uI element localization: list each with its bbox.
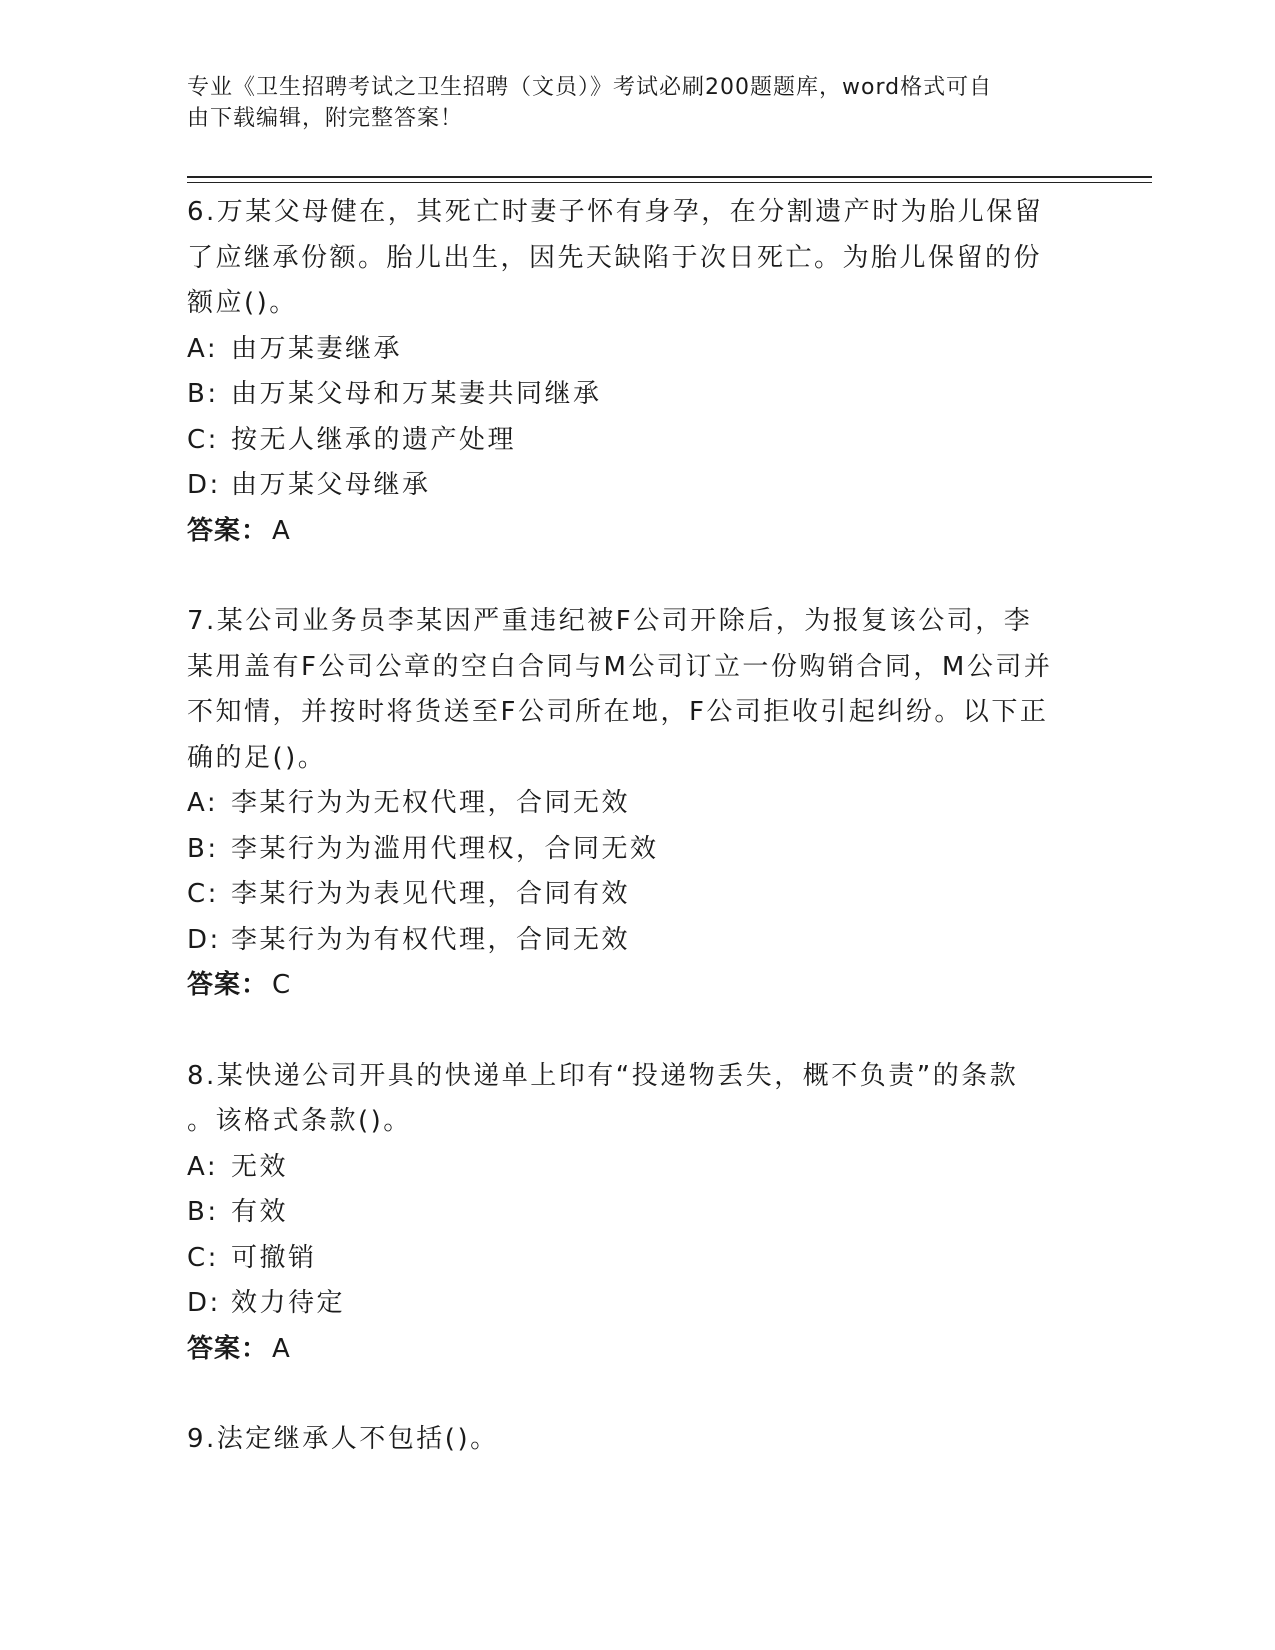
header-line-1: 专业《卫生招聘考试之卫生招聘（文员）》考试必刷200题题库，word格式可自 <box>187 75 993 100</box>
question-stem <box>187 1054 1087 1145</box>
option-text: 李某行为为有权代理，合同无效 <box>231 924 631 955</box>
option-key: D: <box>187 470 221 500</box>
question-stem <box>187 190 1087 327</box>
option-a <box>187 1145 1087 1191</box>
question-stem <box>187 599 1087 781</box>
option-list <box>187 1145 1087 1327</box>
question-block-9 <box>187 1417 1087 1463</box>
option-key: A: <box>187 788 219 818</box>
option-text: 有效 <box>231 1197 289 1227</box>
question-block-7 <box>187 599 1087 1009</box>
answer-label: 答案： <box>187 1333 269 1364</box>
option-key: D: <box>187 1288 221 1318</box>
question-line: 额应()。 <box>187 288 298 318</box>
question-line: 6.万某父母健在，其死亡时妻子怀有身孕，在分割遗产时为胎儿保留 <box>187 197 1044 227</box>
header-line-2: 由下载编辑，附完整答案！ <box>187 106 464 131</box>
question-line: 。该格式条款()。 <box>187 1106 412 1136</box>
question-block-6 <box>187 190 1087 554</box>
option-key: C: <box>187 1242 219 1273</box>
answer-value: A <box>272 1333 291 1364</box>
question-line: 7.某公司业务员李某因严重违纪被F公司开除后，为报复该公司，李 <box>187 606 1033 636</box>
question-line: 了应继承份额。胎儿出生，因先天缺陷于次日死亡。为胎儿保留的份 <box>187 242 1043 273</box>
document-header <box>187 72 1067 134</box>
option-key: C: <box>187 424 219 455</box>
option-text: 效力待定 <box>231 1288 346 1318</box>
option-d <box>187 918 1087 964</box>
option-key: A: <box>187 333 219 364</box>
option-text: 李某行为为滥用代理权，合同无效 <box>231 833 659 864</box>
option-text: 无效 <box>231 1151 289 1182</box>
question-block-8 <box>187 1054 1087 1373</box>
option-text: 李某行为为无权代理，合同无效 <box>231 788 631 818</box>
option-key: A: <box>187 1151 219 1182</box>
option-key: B: <box>187 1197 219 1227</box>
question-list <box>187 190 1087 1508</box>
option-b <box>187 372 1087 418</box>
option-b <box>187 827 1087 873</box>
answer-label: 答案： <box>187 970 269 1000</box>
option-d <box>187 1281 1087 1327</box>
option-key: B: <box>187 833 219 864</box>
answer-line <box>187 509 1087 555</box>
option-key: B: <box>187 379 219 409</box>
answer-line <box>187 1327 1087 1373</box>
option-c <box>187 872 1087 918</box>
option-key: D: <box>187 924 221 955</box>
option-text: 由万某父母继承 <box>231 470 431 500</box>
answer-value: A <box>272 515 291 546</box>
option-c <box>187 418 1087 464</box>
option-text: 李某行为为表见代理，合同有效 <box>231 879 631 909</box>
header-divider-thick <box>187 176 1152 178</box>
header-divider-thin <box>187 182 1152 183</box>
option-b <box>187 1190 1087 1236</box>
answer-value: C <box>272 970 292 1000</box>
answer-line <box>187 963 1087 1009</box>
question-line: 不知情，并按时将货送至F公司所在地，F公司拒收引起纠纷。以下正 <box>187 697 1049 727</box>
question-line: 8.某快递公司开具的快递单上印有“投递物丢失，概不负责”的条款 <box>187 1060 1019 1091</box>
option-a <box>187 781 1087 827</box>
option-text: 由万某妻继承 <box>231 333 403 364</box>
option-key: C: <box>187 879 219 909</box>
option-text: 按无人继承的遗产处理 <box>231 424 517 455</box>
question-stem <box>187 1417 1087 1463</box>
option-list <box>187 781 1087 963</box>
question-line: 9.法定继承人不包括()。 <box>187 1424 499 1454</box>
answer-label: 答案： <box>187 515 269 546</box>
question-line: 某用盖有F公司公章的空白合同与M公司订立一份购销合同，M公司并 <box>187 651 1053 682</box>
option-c <box>187 1236 1087 1282</box>
option-list <box>187 327 1087 509</box>
option-a <box>187 327 1087 373</box>
option-text: 可撤销 <box>231 1242 317 1273</box>
option-d <box>187 463 1087 509</box>
option-text: 由万某父母和万某妻共同继承 <box>231 379 602 409</box>
question-line: 确的足()。 <box>187 742 327 773</box>
